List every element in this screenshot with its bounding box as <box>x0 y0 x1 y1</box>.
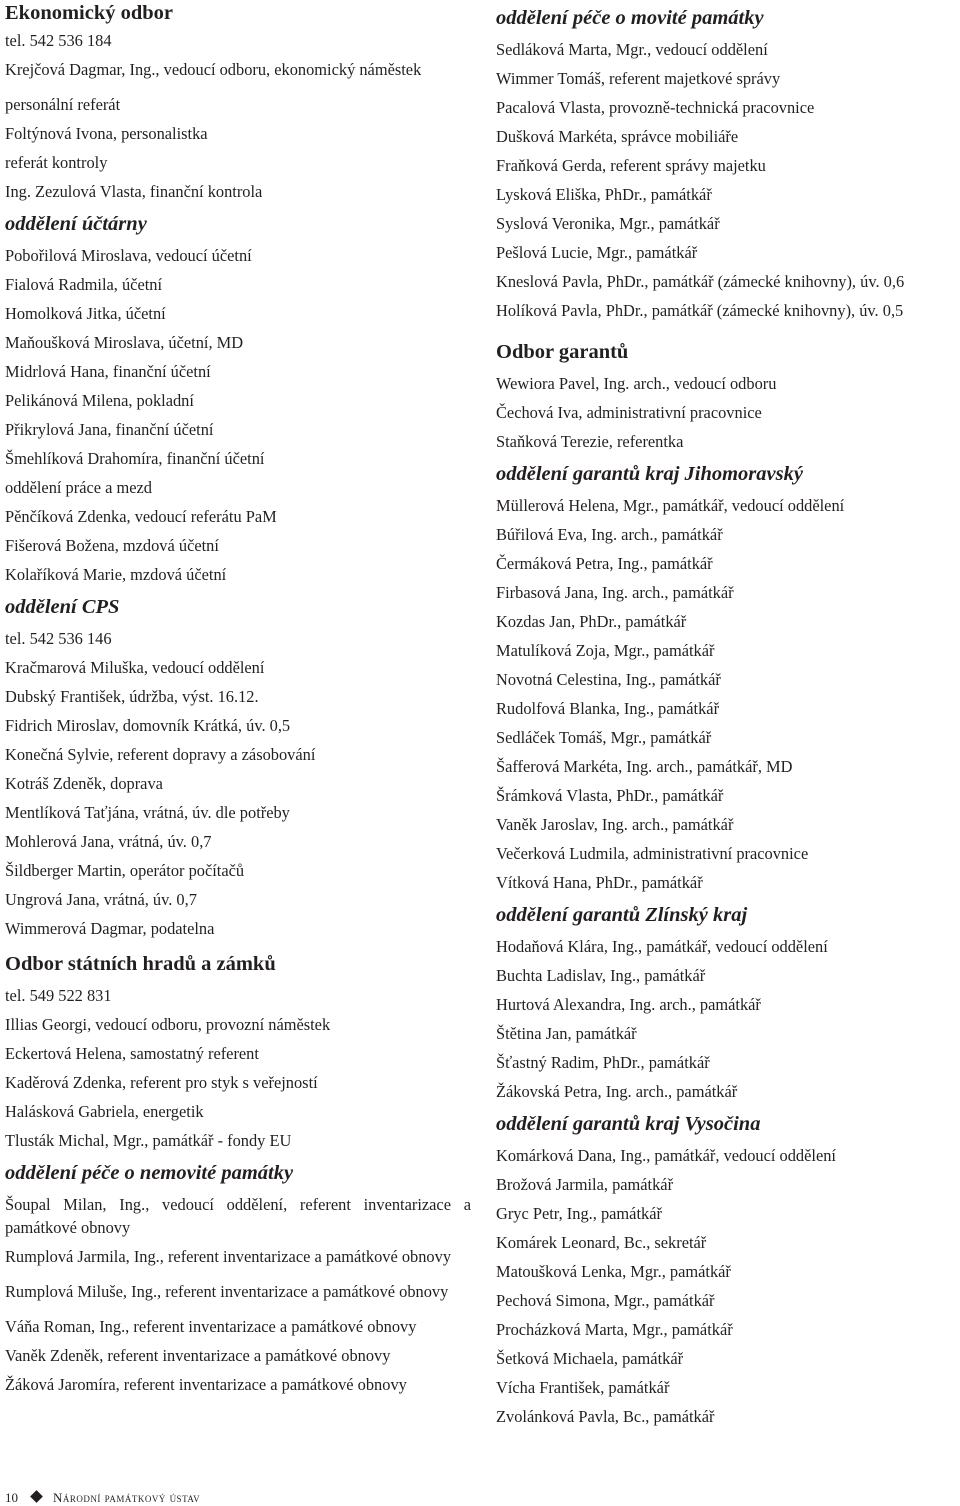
staff-entry: Maňoušková Miroslava, účetní, MD <box>5 333 244 352</box>
staff-entry: Fidrich Miroslav, domovník Krátká, úv. 0,5 <box>5 716 291 735</box>
staff-entry: Hodaňová Klára, Ing., památkář, vedoucí oddělení <box>496 937 828 956</box>
staff-entry: Kotráš Zdeněk, doprava <box>5 774 163 793</box>
staff-entry: Pobořilová Miroslava, vedoucí účetní <box>5 246 252 265</box>
staff-entry: Žáková Jaromíra, referent inventarizace a památkové obnovy <box>5 1375 407 1394</box>
staff-entry: oddělení práce a mezd <box>5 478 152 497</box>
staff-entry: Matulíková Zoja, Mgr., památkář <box>496 641 715 660</box>
staff-entry: Kneslová Pavla, PhDr., památkář (zámecké knihovny), úv. 0,6 <box>496 272 905 291</box>
staff-entry: Homolková Jitka, účetní <box>5 304 166 323</box>
staff-entry: Komárková Dana, Ing., památkář, vedoucí oddělení <box>496 1146 836 1165</box>
staff-entry: Šafferová Markéta, Ing. arch., památkář, MD <box>496 757 793 776</box>
staff-entry: Eckertová Helena, samostatný referent <box>5 1044 259 1063</box>
staff-entry: Wewiora Pavel, Ing. arch., vedoucí odboru <box>496 374 777 393</box>
section-title: Ekonomický odbor <box>5 2 174 24</box>
staff-entry: Šmehlíková Drahomíra, finanční účetní <box>5 449 265 468</box>
department-heading: oddělení garantů Zlínský kraj <box>496 904 748 926</box>
diamond-icon <box>30 1490 43 1503</box>
staff-entry: Pěnčíková Zdenka, vedoucí referátu PaM <box>5 507 277 526</box>
staff-entry: Vícha František, památkář <box>496 1378 670 1397</box>
staff-entry: Kolaříková Marie, mzdová účetní <box>5 565 227 584</box>
staff-entry: Wimmerová Dagmar, podatelna <box>5 919 215 938</box>
staff-entry: Procházková Marta, Mgr., památkář <box>496 1320 733 1339</box>
staff-entry: Midrlová Hana, finanční účetní <box>5 362 211 381</box>
staff-entry: Mentlíková Taťjána, vrátná, úv. dle potřeby <box>5 803 290 822</box>
staff-entry: Müllerová Helena, Mgr., památkář, vedoucí oddělení <box>496 496 845 515</box>
staff-entry: tel. 542 536 184 <box>5 31 112 50</box>
publisher-name: Národní památkový ústav <box>53 1490 201 1505</box>
department-heading: oddělení účtárny <box>5 213 147 235</box>
staff-entry: Rumplová Jarmila, Ing., referent inventarizace a památkové obnovy <box>5 1247 452 1266</box>
staff-entry: Pacalová Vlasta, provozně-technická pracovnice <box>496 98 815 117</box>
staff-entry: Ing. Zezulová Vlasta, finanční kontrola <box>5 182 263 201</box>
staff-entry: Šrámková Vlasta, PhDr., památkář <box>496 786 724 805</box>
staff-entry: Fialová Radmila, účetní <box>5 275 163 294</box>
staff-entry: referát kontroly <box>5 153 108 172</box>
staff-entry: Kaděrová Zdenka, referent pro styk s veřejností <box>5 1073 318 1092</box>
staff-entry: Novotná Celestina, Ing., památkář <box>496 670 721 689</box>
department-heading: oddělení CPS <box>5 596 120 618</box>
staff-entry: Illias Georgi, vedoucí odboru, provozní náměstek <box>5 1015 331 1034</box>
page-number: 10 <box>5 1490 18 1505</box>
staff-entry: Halásková Gabriela, energetik <box>5 1102 204 1121</box>
staff-entry: Lysková Eliška, PhDr., památkář <box>496 185 712 204</box>
staff-entry: Búřilová Eva, Ing. arch., památkář <box>496 525 723 544</box>
staff-entry: Fišerová Božena, mzdová účetní <box>5 536 219 555</box>
left-column <box>5 0 471 1399</box>
staff-entry: Čechová Iva, administrativní pracovnice <box>496 403 762 422</box>
staff-entry: Přikrylová Jana, finanční účetní <box>5 420 214 439</box>
staff-entry: Kozdas Jan, PhDr., památkář <box>496 612 687 631</box>
department-heading: oddělení garantů kraj Vysočina <box>496 1113 761 1135</box>
staff-entry: Hurtová Alexandra, Ing. arch., památkář <box>496 995 761 1014</box>
staff-entry: Dubský František, údržba, výst. 16.12. <box>5 687 259 706</box>
staff-entry: Rumplová Miluše, Ing., referent inventarizace a památkové obnovy <box>5 1282 449 1301</box>
staff-entry: Zvolánková Pavla, Bc., památkář <box>496 1407 715 1426</box>
staff-entry: Štětina Jan, památkář <box>496 1024 637 1043</box>
staff-entry: tel. 549 522 831 <box>5 986 112 1005</box>
staff-entry: Fraňková Gerda, referent správy majetku <box>496 156 766 175</box>
staff-entry: Tlusták Michal, Mgr., památkář - fondy EU <box>5 1131 292 1150</box>
right-column <box>496 0 958 1431</box>
staff-entry: Kračmarová Miluška, vedoucí oddělení <box>5 658 265 677</box>
department-heading: oddělení péče o movité památky <box>496 7 764 29</box>
staff-entry: Sedláková Marta, Mgr., vedoucí oddělení <box>496 40 768 59</box>
staff-entry: Matoušková Lenka, Mgr., památkář <box>496 1262 731 1281</box>
staff-entry: Komárek Leonard, Bc., sekretář <box>496 1233 707 1252</box>
staff-entry: Váňa Roman, Ing., referent inventarizace a památkové obnovy <box>5 1317 417 1336</box>
staff-entry: Pešlová Lucie, Mgr., památkář <box>496 243 698 262</box>
staff-entry: Buchta Ladislav, Ing., památkář <box>496 966 706 985</box>
staff-entry: Vaněk Jaroslav, Ing. arch., památkář <box>496 815 734 834</box>
staff-entry: Čermáková Petra, Ing., památkář <box>496 554 713 573</box>
staff-entry: Pechová Simona, Mgr., památkář <box>496 1291 715 1310</box>
staff-entry: personální referát <box>5 95 121 114</box>
staff-entry: Staňková Terezie, referentka <box>496 432 684 451</box>
section-heading: Odbor státních hradů a zámků <box>5 953 276 975</box>
staff-entry: Šťastný Radim, PhDr., památkář <box>496 1053 710 1072</box>
staff-entry: Ungrová Jana, vrátná, úv. 0,7 <box>5 890 197 909</box>
staff-entry: Konečná Sylvie, referent dopravy a zásobování <box>5 745 316 764</box>
staff-entry: Wimmer Tomáš, referent majetkové správy <box>496 69 781 88</box>
staff-entry: Vítková Hana, PhDr., památkář <box>496 873 703 892</box>
staff-entry: Mohlerová Jana, vrátná, úv. 0,7 <box>5 832 212 851</box>
staff-entry: Sedláček Tomáš, Mgr., památkář <box>496 728 712 747</box>
staff-entry: Firbasová Jana, Ing. arch., památkář <box>496 583 734 602</box>
staff-entry: Šildberger Martin, operátor počítačů <box>5 861 245 880</box>
staff-entry: Večerková Ludmila, administrativní pracovnice <box>496 844 809 863</box>
staff-entry: Šetková Michaela, památkář <box>496 1349 684 1368</box>
staff-entry: Pelikánová Milena, pokladní <box>5 391 194 410</box>
staff-entry: Dušková Markéta, správce mobiliáře <box>496 127 739 146</box>
staff-entry: Rudolfová Blanka, Ing., památkář <box>496 699 720 718</box>
section-heading: Odbor garantů <box>496 341 629 363</box>
department-heading: oddělení garantů kraj Jihomoravský <box>496 463 803 485</box>
page-footer <box>5 1489 200 1506</box>
staff-entry: Gryc Petr, Ing., památkář <box>496 1204 662 1223</box>
staff-entry: Syslová Veronika, Mgr., památkář <box>496 214 720 233</box>
staff-entry: Žákovská Petra, Ing. arch., památkář <box>496 1082 738 1101</box>
staff-entry: Krejčová Dagmar, Ing., vedoucí odboru, ekonomický náměstek <box>5 60 422 79</box>
staff-entry: tel. 542 536 146 <box>5 629 112 648</box>
staff-entry: Brožová Jarmila, památkář <box>496 1175 674 1194</box>
staff-entry: Vaněk Zdeněk, referent inventarizace a památkové obnovy <box>5 1346 391 1365</box>
staff-entry: Šoupal Milan, Ing., vedoucí oddělení, referent inventarizace a památkové obnovy <box>5 1195 471 1237</box>
department-heading: oddělení péče o nemovité památky <box>5 1162 294 1184</box>
staff-entry: Foltýnová Ivona, personalistka <box>5 124 208 143</box>
staff-entry: Holíková Pavla, PhDr., památkář (zámecké knihovny), úv. 0,5 <box>496 301 904 320</box>
